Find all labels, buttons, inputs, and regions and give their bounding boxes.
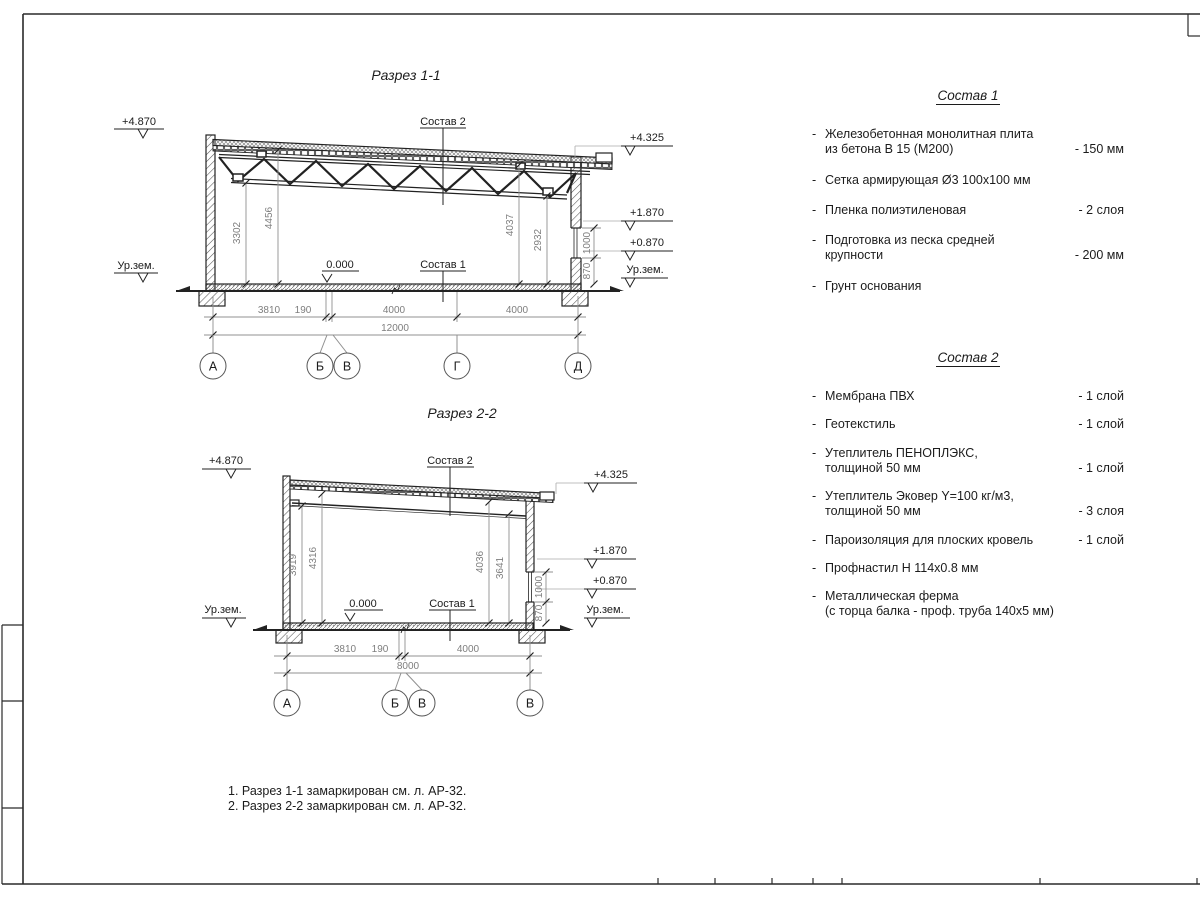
item-text: Утеплитель ПЕНОПЛЭКС, толщиной 50 мм [825, 445, 978, 475]
item-value: - 1 слой [1078, 389, 1124, 403]
section-1-1-building [176, 135, 624, 306]
section-1-1-labels [322, 116, 466, 302]
item-bullet: - [812, 560, 817, 575]
composition-item [812, 561, 1124, 576]
composition-item [812, 173, 1124, 188]
item-bullet: - [812, 233, 817, 247]
wall-dim: 1000 [534, 575, 545, 599]
item-text: Металлическая ферма (с торца балка - проф. труба 140х5 мм) [825, 589, 1054, 619]
right-footing [562, 291, 588, 306]
elevation-left-top: +4.870 [122, 116, 156, 128]
note-line: 1. Разрез 1-1 замаркирован см. л. АР-32. [228, 784, 467, 798]
ground-level-left: Ур.зем. [117, 260, 155, 272]
axis-letter: А [208, 359, 218, 374]
item-value: - 2 слоя [1078, 202, 1124, 217]
right-wall [526, 500, 534, 630]
right-footing [519, 630, 545, 643]
section-1-1-axes [200, 335, 591, 379]
dim-label: 4000 [456, 644, 480, 655]
section-2-2-inner-dims [288, 491, 553, 627]
axis-letter: А [282, 696, 292, 711]
elevation-right-top: +4.325 [594, 469, 628, 481]
composition-item [812, 417, 1124, 432]
item-bullet: - [812, 278, 817, 293]
composition-1-block [812, 88, 1124, 309]
item-bullet: - [812, 445, 817, 460]
item-text: Подготовка из песка средней крупности [825, 233, 995, 263]
section-2-2 [202, 405, 637, 716]
composition-item [812, 589, 1124, 620]
right-wall-window [570, 228, 582, 258]
sostav1-leader-label: Состав 1 [429, 598, 475, 610]
section-2-2-axes [274, 673, 543, 716]
inner-dim: 4456 [264, 206, 275, 230]
title-block-ticks [658, 878, 1197, 884]
inner-dim: 4036 [475, 550, 486, 574]
item-value: - 1 слой [1078, 460, 1124, 475]
roof-edge-closure [596, 153, 612, 162]
composition-2-block [812, 350, 1124, 633]
wall-dim: 870 [582, 262, 593, 280]
composition-item [812, 127, 1124, 158]
dim-label: 4000 [382, 305, 406, 316]
dim-label: 4000 [505, 305, 529, 316]
section-2-2-labels [344, 455, 476, 641]
section-1-1-dim-rows [204, 292, 586, 340]
item-text: Геотекстиль [825, 417, 896, 432]
elevation-right-top: +4.325 [630, 132, 664, 144]
ground-level-right: Ур.зем. [586, 604, 624, 616]
wall-dim: 870 [534, 604, 545, 622]
item-bullet: - [812, 532, 817, 547]
axis-letter: Г [453, 359, 461, 374]
section-2-2-title: Разрез 2-2 [427, 405, 497, 421]
elevation-right-mid: +1.870 [630, 207, 664, 219]
composition-2-title: Состав 2 [937, 350, 999, 365]
section-1-1 [114, 67, 673, 379]
item-value: - 1 слой [1078, 417, 1124, 432]
left-wall [206, 135, 215, 291]
inner-dim: 4316 [308, 546, 319, 570]
zero-level-label: 0.000 [349, 598, 377, 610]
left-footing [199, 291, 225, 306]
composition-1-title: Состав 1 [937, 88, 999, 103]
inner-dim: 3919 [288, 553, 299, 577]
axis-letter: Б [390, 696, 400, 711]
dim-total-label: 8000 [396, 661, 420, 672]
composition-item [812, 446, 1124, 477]
zero-level-label: 0.000 [326, 259, 354, 271]
end-beam [292, 503, 526, 516]
item-text: Сетка армирующая Ø3 100x100 мм [825, 172, 1031, 187]
item-bullet: - [812, 127, 817, 141]
item-value: - 1 слой [1078, 532, 1124, 547]
item-bullet: - [812, 172, 817, 187]
composition-item [812, 533, 1124, 548]
composition-item [812, 279, 1124, 294]
axis-letter: В [525, 696, 535, 711]
item-value: - 150 мм [1074, 142, 1124, 157]
note-line: 2. Разрез 2-2 замаркирован см. л. АР-32. [228, 799, 467, 813]
ground-level-left: Ур.зем. [204, 604, 242, 616]
axis-letter: Д [573, 359, 583, 374]
section-2-2-building [253, 476, 574, 643]
section-2-2-elevations [202, 455, 637, 627]
inner-dim: 2932 [533, 228, 544, 252]
axis-letter: В [342, 359, 352, 374]
item-text: Грунт основания [825, 278, 922, 293]
left-footing [276, 630, 302, 643]
item-text: Железобетонная монолитная плита из бетона В 15 (М200) [825, 127, 1034, 157]
item-text: Утеплитель Эковер Y=100 кг/м3, толщиной 50 мм [825, 489, 1014, 519]
dim-label: 190 [371, 644, 389, 655]
composition-item [812, 489, 1124, 520]
elevation-right-low: +0.870 [593, 575, 627, 587]
item-text: Пароизоляция для плоских кровель [825, 532, 1034, 547]
elevation-right-low: +0.870 [630, 237, 664, 249]
item-bullet: - [812, 389, 817, 403]
axis-letter: Б [315, 359, 325, 374]
sostav2-leader-label: Состав 2 [427, 455, 473, 467]
inner-dim: 4037 [505, 213, 516, 237]
composition-item [812, 203, 1124, 218]
item-text: Пленка полиэтиленовая [825, 202, 967, 217]
notes-block [228, 784, 466, 814]
elevation-right-mid: +1.870 [593, 545, 627, 557]
composition-item [812, 389, 1124, 404]
dim-total-label: 12000 [381, 323, 409, 334]
dim-label: 3810 [257, 305, 281, 316]
inner-dim: 3302 [232, 221, 243, 245]
roof-edge-closure [540, 492, 554, 500]
section-1-1-title: Разрез 1-1 [371, 67, 441, 83]
wall-dim: 1000 [582, 231, 593, 255]
item-text: Профнастил Н 114х0.8 мм [825, 560, 979, 575]
item-bullet: - [812, 589, 817, 603]
item-bullet: - [812, 202, 817, 217]
item-value: - 200 мм [1074, 248, 1124, 263]
sostav2-leader-label: Состав 2 [420, 116, 466, 128]
sostav1-leader-label: Состав 1 [420, 259, 466, 271]
dim-label: 3810 [333, 644, 357, 655]
section-2-2-dim-rows [274, 631, 542, 677]
left-wall [283, 476, 290, 630]
item-value: - 3 слоя [1078, 504, 1124, 519]
item-bullet: - [812, 489, 817, 503]
dim-label: 190 [294, 305, 312, 316]
section-1-1-elevations [114, 116, 673, 287]
inner-dim: 3641 [495, 556, 506, 580]
elevation-left-top: +4.870 [209, 455, 243, 467]
composition-item [812, 233, 1124, 264]
item-text: Мембрана ПВХ [825, 389, 915, 403]
ground-level-right: Ур.зем. [626, 264, 664, 276]
item-bullet: - [812, 417, 817, 432]
axis-letter: В [417, 696, 427, 711]
